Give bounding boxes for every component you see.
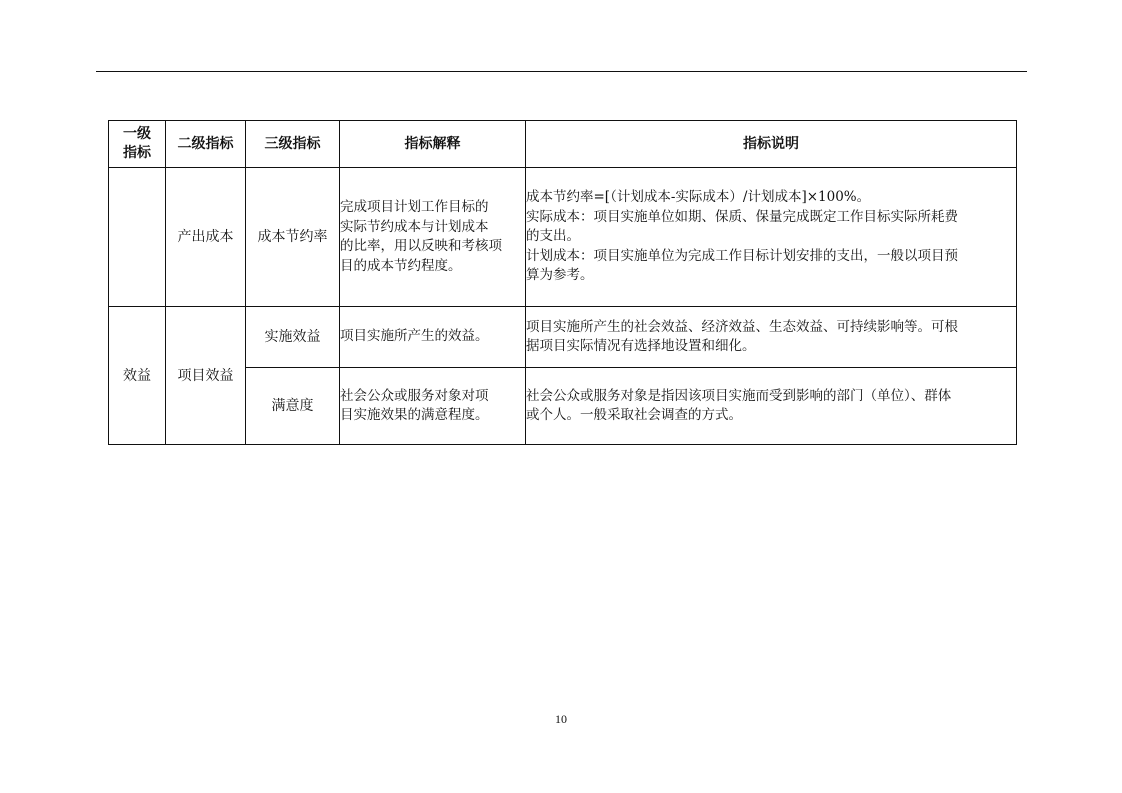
header-level3: 三级指标 bbox=[246, 121, 340, 168]
description-line: 的支出。 bbox=[526, 228, 580, 245]
cell-explanation-implementation: 项目实施所产生的效益。 bbox=[340, 307, 526, 368]
header-level1-line2: 指标 bbox=[123, 145, 151, 161]
page-number: 10 bbox=[555, 712, 567, 726]
cell-level3-cost-saving-rate: 成本节约率 bbox=[246, 168, 340, 307]
description-line: 算为参考。 bbox=[526, 267, 594, 284]
indicator-table bbox=[108, 120, 1017, 445]
header-explanation: 指标解释 bbox=[340, 121, 526, 168]
cell-level2-project-benefit: 项目效益 bbox=[166, 307, 246, 445]
cell-explanation-cost bbox=[340, 168, 526, 307]
cell-level3-satisfaction: 满意度 bbox=[246, 368, 340, 445]
cell-level1-benefit: 效益 bbox=[109, 307, 166, 445]
cell-explanation-satisfaction bbox=[340, 368, 526, 445]
cell-level2-output-cost: 产出成本 bbox=[166, 168, 246, 307]
explanation-line: 实际节约成本与计划成本 bbox=[340, 218, 489, 235]
header-description: 指标说明 bbox=[526, 121, 1017, 168]
cell-level3-implementation-benefit: 实施效益 bbox=[246, 307, 340, 368]
header-level1-line1: 一级 bbox=[123, 126, 151, 142]
table-row-cost-saving bbox=[109, 168, 1017, 307]
description-line: 成本节约率=[（计划成本-实际成本）/计划成本]×100%。 bbox=[526, 189, 871, 206]
description-line: 项目实施所产生的社会效益、经济效益、生态效益、可持续影响等。可根 bbox=[526, 318, 958, 335]
cell-level1-empty bbox=[109, 168, 166, 307]
explanation-line: 目的成本节约程度。 bbox=[340, 257, 462, 274]
cell-description-satisfaction bbox=[526, 368, 1017, 445]
description-line: 或个人。一般采取社会调查的方式。 bbox=[526, 407, 742, 423]
description-line: 据项目实际情况有选择地设置和细化。 bbox=[526, 338, 756, 354]
description-line: 实际成本：项目实施单位如期、保质、保量完成既定工作目标实际所耗费 bbox=[526, 208, 958, 225]
explanation-line: 目实施效果的满意程度。 bbox=[340, 407, 489, 423]
explanation-line: 的比率，用以反映和考核项 bbox=[340, 238, 502, 254]
description-line: 社会公众或服务对象是指因该项目实施而受到影响的部门（单位）、群体 bbox=[526, 387, 952, 404]
table-header-row bbox=[109, 121, 1017, 168]
explanation-line: 完成项目计划工作目标的 bbox=[340, 199, 489, 215]
cell-description-implementation bbox=[526, 307, 1017, 368]
header-level1 bbox=[109, 121, 166, 168]
header-rule bbox=[96, 71, 1027, 72]
table-row-satisfaction bbox=[109, 368, 1017, 445]
cell-description-cost bbox=[526, 168, 1017, 307]
table-row-implementation-benefit bbox=[109, 307, 1017, 368]
explanation-line: 社会公众或服务对象对项 bbox=[340, 387, 489, 404]
header-level2: 二级指标 bbox=[166, 121, 246, 168]
description-line: 计划成本：项目实施单位为完成工作目标计划安排的支出，一般以项目预 bbox=[526, 247, 958, 264]
